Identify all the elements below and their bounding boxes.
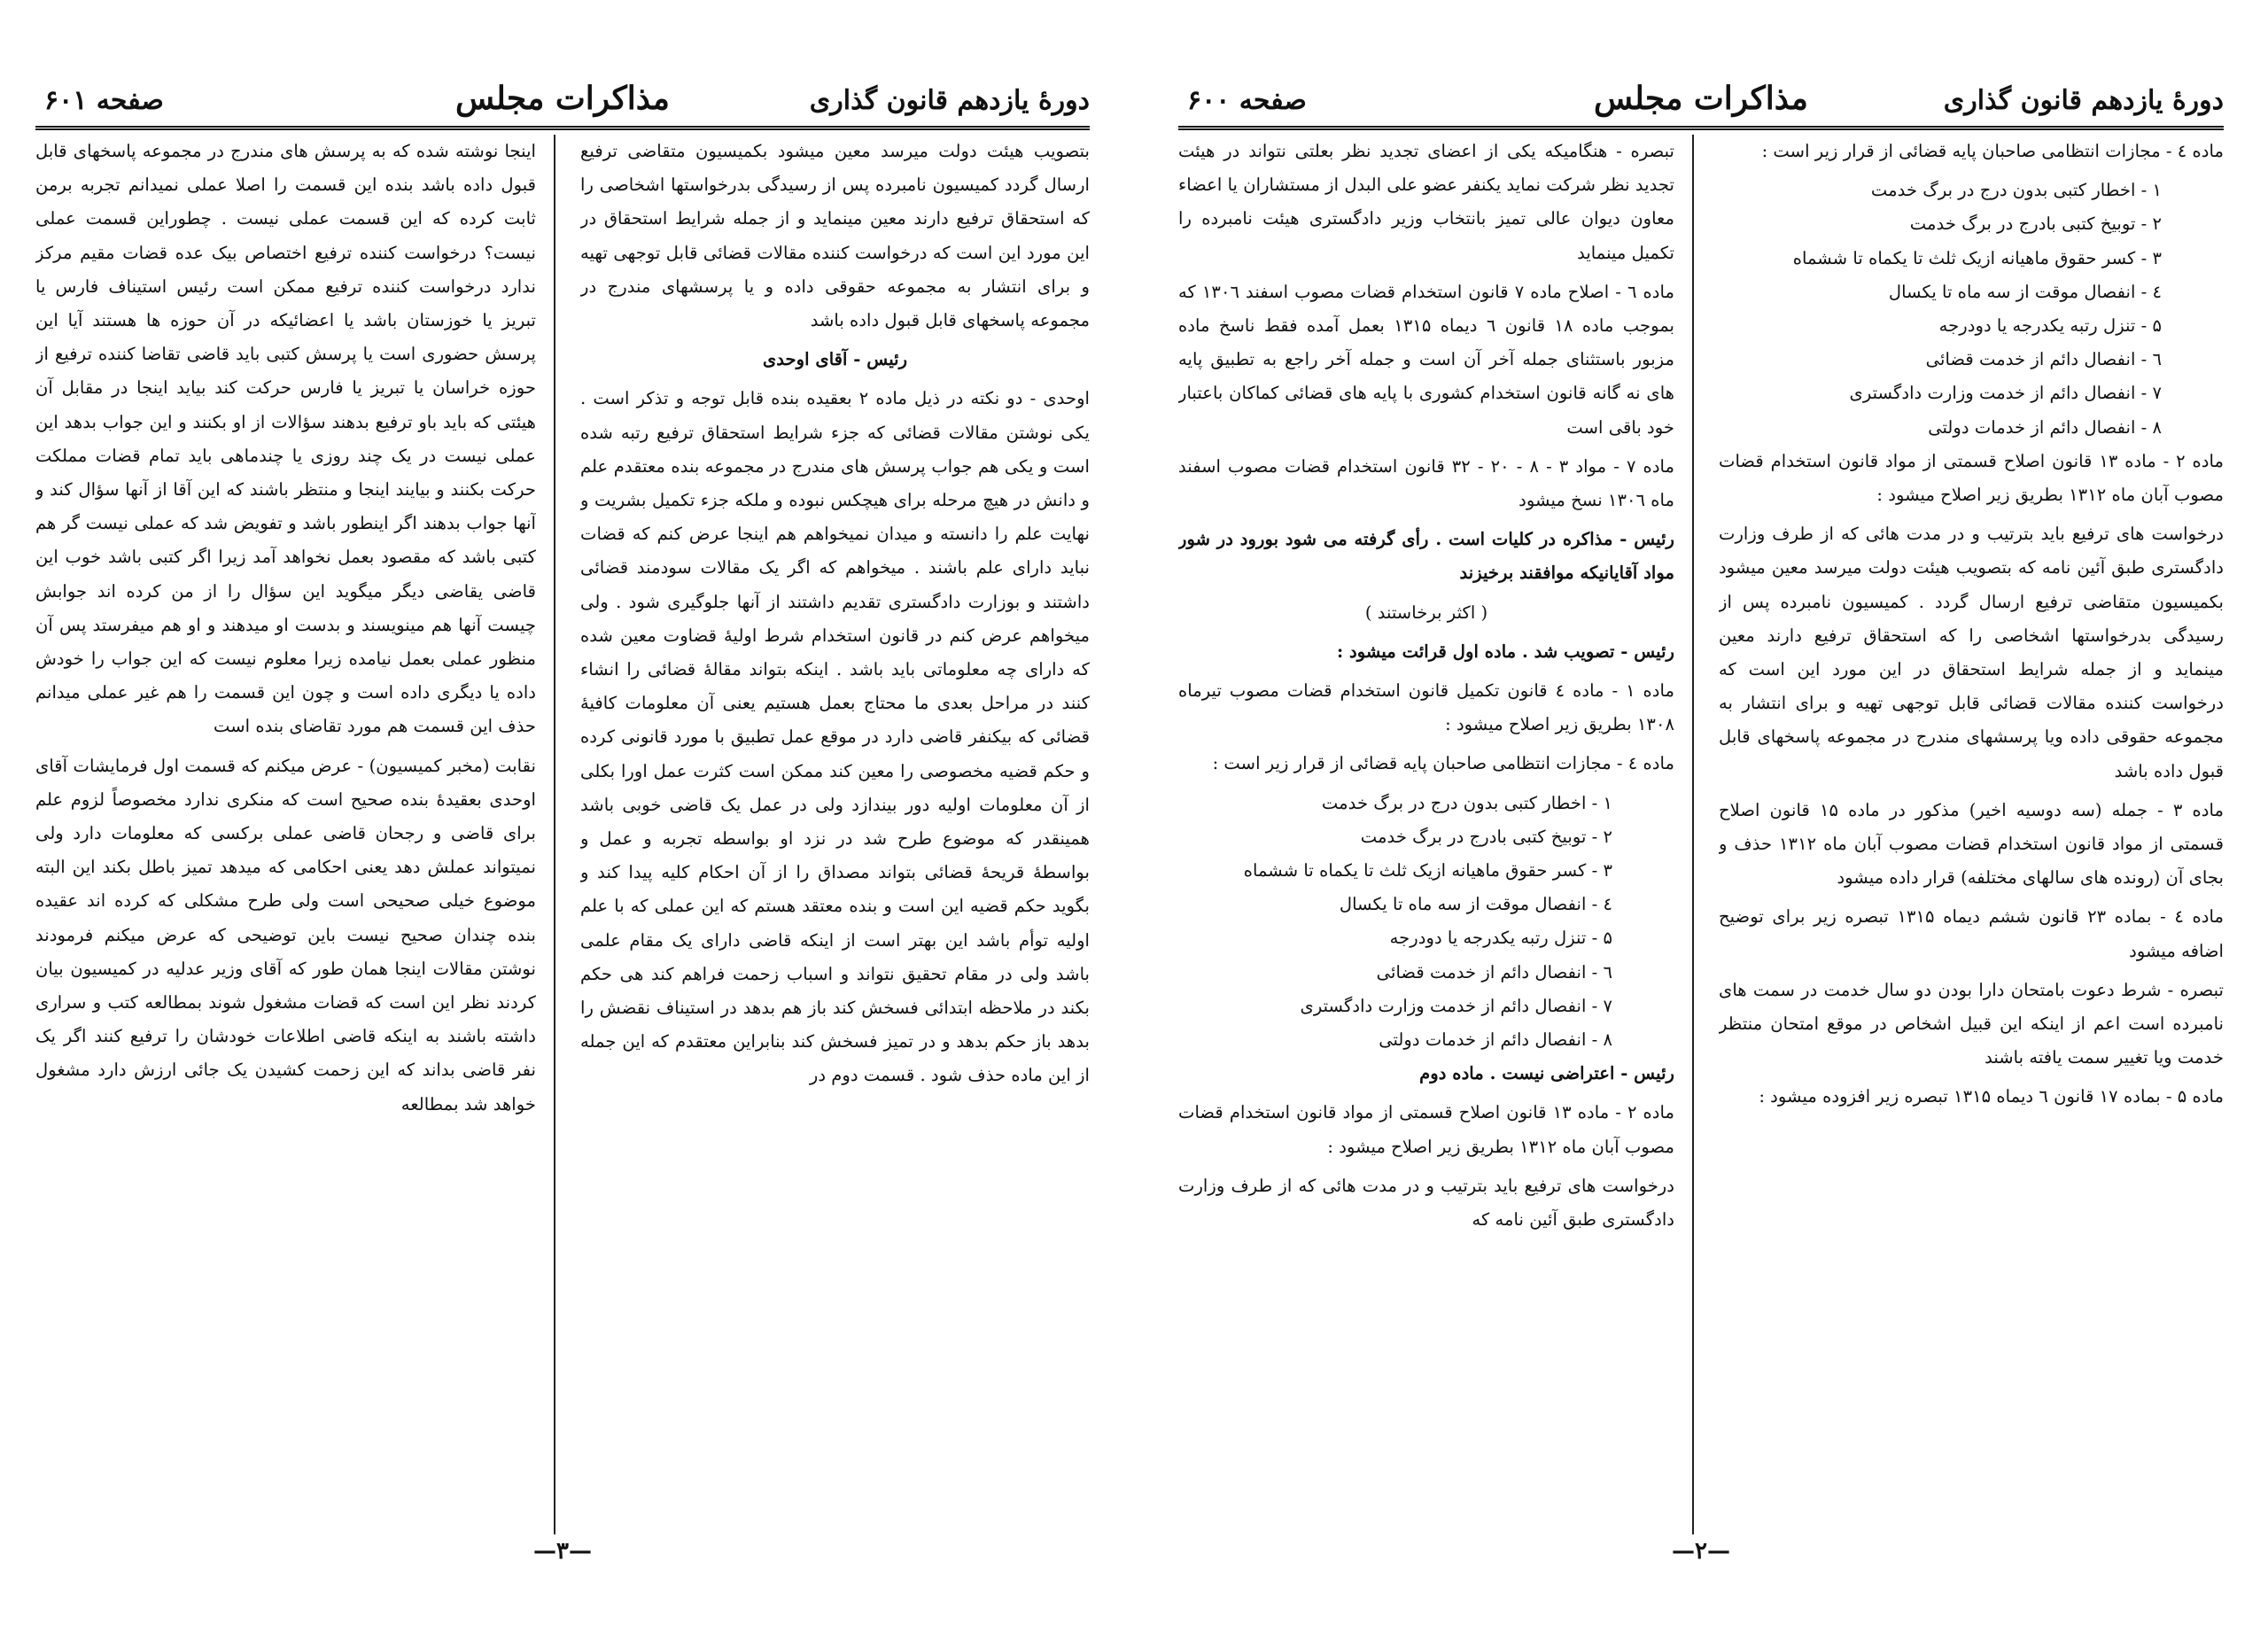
speaker-line: رئیس - مذاکره در کلیات است . رأی گرفته می شود بورود در شور مواد آقایانیکه موافقند برخیزند — [1178, 529, 1674, 584]
left-page-left-column — [35, 135, 536, 1534]
paragraph: نقابت (مخبر کمیسیون) - عرض میکنم که قسمت اول فرمایشات آقای اوحدی بعقیدهٔ بنده صحیح است که منکری ندارد مخصوصاً لزوم علم برای قاضی و رجحان قاضی عملی برکسی که معلومات دارد ولی نمیتواند عملش دهد یعنی احکامی که میدهد تمیز باطل بکند این البته موضوع خیلی صحیحی است ولی طرح مشکلی که کرده اند عقیده بنده چندان صحیح نیست باین توضیحی که عرض میکنم فرمودند نوشتن مقالات اینجا همان طور که آقای وزیر عدلیه در کمیسیون بیان کردند نظر این است که قضات مشغول شوند بمطالعه کتب و سراری داشته باشند به اینکه قاضی اطلاعات خودشان را ترفیع کنند اگر یک نفر قاضی بداند که این زحمت کشیدن یک جائی ارزش دارد مشغول خواهد شد بمطالعه — [35, 755, 536, 1115]
column-divider — [554, 135, 555, 1534]
stage-direction: ( اکثر برخاستند ) — [1364, 602, 1488, 623]
paragraph: بتصویب هیئت دولت میرسد معین میشود بکمیسیون متقاضی ترفیع ارسال گردد کمیسیون نامبرده پس از رسیدگی بدرخواستها اشخاصی را که استحقاق ترفیع دارند معین مینماید و از جمله شرایط استحقاق در این مورد این است که درخواست کننده مقالات قضائی قابل توجهی تهیه و برای انتشار به مجموعه حقوقی داده و یا پرسشهای مندرج در مجموعه پاسخهای قابل قبول داده باشد — [580, 141, 1090, 331]
left-header-title: مذاکرات مجلس — [455, 80, 670, 117]
right-header-page-number: صفحه ۶۰۰ — [1187, 85, 1307, 116]
right-header-rule — [1178, 126, 2224, 130]
column-divider — [1692, 135, 1694, 1534]
right-page-right-column — [1719, 135, 2224, 1534]
list-item: ۵ - تنزل رتبه یکدرجه یا دودرجه — [1389, 928, 1612, 949]
list-item: ۵ - تنزل رتبه یکدرجه یا دودرجه — [1938, 315, 2162, 337]
list-item: ۲ - توبیخ کتبی بادرج در برگ خدمت — [1909, 214, 2162, 235]
left-page-right-column — [580, 135, 1090, 1534]
list-item: ۱ - اخطار کتبی بدون درج در برگ خدمت — [1870, 180, 2162, 201]
list-item: ۸ - انفصال دائم از خدمات دولتی — [1928, 416, 2162, 438]
left-page-folio: —۳— — [533, 1538, 592, 1565]
list-item: ٦ - انفصال دائم از خدمت قضائی — [1925, 349, 2162, 370]
paragraph: تبصره - شرط دعوت بامتحان دارا بودن دو سال خدمت در سمت های نامبرده است اعم از اینکه این قبیل اشخاص در موقع امتحان منتظر خدمت ویا تغییر سمت یافته باشند — [1719, 979, 2224, 1068]
paragraph: ماده ۲ - ماده ۱۳ قانون اصلاح قسمتی از مواد قانون استخدام قضات مصوب آبان ماه ۱۳۱۲ بطریق زیر اصلاح میشود : — [1719, 450, 2224, 506]
paragraph: ماده ٦ - اصلاح ماده ۷ قانون استخدام قضات مصوب اسفند ۱۳۰٦ که بموجب ماده ۱۸ قانون ٦ دیماه ۱۳۱۵ بعمل آمده فقط ناسخ ماده مزبور باستثنای جمله آخر آن است و جمله آخر راجع به تطبیق پایه های نه گانه قانون استخدام کشوری با پایه های قضائی کماکان باعتبار خود باقی است — [1178, 281, 1674, 438]
paragraph: ماده ۵ - بماده ۱۷ قانون ٦ دیماه ۱۳۱۵ تبصره زیر افزوده میشود : — [1759, 1086, 2224, 1107]
paragraph: تبصره - هنگامیکه یکی از اعضای تجدید نظر بعلتی نتواند در هیئت تجدید نظر شرکت نماید یکنفر عضو علی البدل از مستشاران یا اعضاء معاون دیوان عالی تمیز بانتخاب وزیر دادگستری هیئت نامبرده را تکمیل مینماید — [1178, 141, 1674, 263]
left-header-period: دورهٔ یازدهم قانون گذاری — [809, 85, 1090, 116]
right-page-header — [1178, 80, 2224, 122]
right-header-period: دورهٔ یازدهم قانون گذاری — [1943, 85, 2224, 116]
speaker-line: رئیس - اعتراضی نیست . ماده دوم — [1419, 1063, 1674, 1084]
paragraph: اوحدی - دو نکته در ذیل ماده ۲ بعقیده بنده قابل توجه و تذکر است . یکی نوشتن مقالات قضائی که جزء شرایط استحقاق ترفیع رتبه شده است و یکی هم جواب پرسش های مندرج در مجموعه بنده معتقدم علم و دانش در هیچ مرحله برای هیچکس نبوده و ملکه جزء تکمیل بشریت و نهایت علم را دانسته و میدان نمیخواهم هم اینجا عرض کنم که قضات نباید دارای علم باشند . میخواهم که اگر یک مقالات سودمند قضائی داشتند و بوزارت دادگستری تقدیم داشتند از آنها جلوگیری شود . ولی میخواهم عرض کنم در قانون استخدام شرط اولیهٔ قضاوت معین شده که دارای چه معلوماتی باید باشد . اینکه بتواند مقالهٔ قضائی را انشاء کنند در مراحل بعدی ما محتاج بعمل هستیم یعنی آن معلومات کافیهٔ قضائی که بیکنفر قاضی دارد در موقع عمل تطبیق با مورد قانونی کرده و حکم قضیه مخصوصی را معین کند ممکن است کثرت عمل اورا بکلی از آن معلومات اولیه دور بیندازد ولی در عمل یک قاضی خوبی باشد همینقدر که موضوع طرح شد در نزد او بواسطه تجربه و عمل و بواسطهٔ قریحهٔ قضائی بتواند مصداق را از آن احکام کلیه پیدا کند و بگوید حکم قضیه این است و بنده معتقد هستم که این عملی که با علم اولیه توأم باشد این بهتر است از اینکه قاضی دارای یک مقام علمی باشد ولی در مقام تحقیق نتواند و اسباب زحمت فراهم کند هی حکم بکند در ملاحظه ابتدائی فسخش کند باز هم بدهد در استیناف نقضش را بدهد باز حکم بدهد و در تمیز فسخش کند بنابراین معتقدم که این جمله از این ماده حذف شود . قسمت دوم در — [580, 388, 1090, 1086]
paragraph: درخواست های ترفیع باید بترتیب و در مدت هائی که از طرف وزارت دادگستری طبق آئین نامه که بتصویب هیئت دولت میرسد معین میشود بکمیسیون متقاضی ترفیع ارسال گردد . کمیسیون نامبرده پس از رسیدگی بدرخواستها اشخاصی را که استحقاق ترفیع دارند معین مینماید و از جمله شرایط استحقاق در این مورد این است که درخواست کننده مقالات قضائی قابل توجهی تهیه و برای انتشار به مجموعه حقوقی داده ویا پرسشهای مندرج در مجموعه پاسخهای قابل قبول داده باشد — [1719, 524, 2224, 781]
left-page-header — [35, 80, 1090, 122]
paragraph: درخواست های ترفیع باید بترتیب و در مدت هائی که از طرف وزارت دادگستری طبق آئین نامه که — [1178, 1175, 1674, 1231]
list-item: ۸ - انفصال دائم از خدمات دولتی — [1379, 1029, 1612, 1051]
list-item: ۷ - انفصال دائم از خدمت وزارت دادگستری — [1300, 995, 1612, 1016]
list-item: ٦ - انفصال دائم از خدمت قضائی — [1376, 961, 1612, 982]
list-item: ۷ - انفصال دائم از خدمت وزارت دادگستری — [1849, 383, 2162, 404]
list-item: ۳ - کسر حقوق ماهیانه ازیک ثلث تا یکماه تا ششماه — [1243, 860, 1612, 882]
speaker-line: رئیس - آقای اوحدی — [762, 349, 908, 370]
right-header-title: مذاکرات مجلس — [1594, 80, 1808, 117]
list-item: ٤ - انفصال موقت از سه ماه تا یکسال — [1888, 281, 2162, 302]
paragraph: اینجا نوشته شده که به پرسش های مندرج در مجموعه پاسخهای قابل قبول داده باشد بنده این قسمت را اصلا عملی نمیدانم تجربه برمن ثابت کرده که این قسمت عملی نیست . چطوراین قسمت عملی نیست؟ درخواست کننده ترفیع اختصاص بیک عده قضات مقیم مرکز ندارد درخواست کننده ترفیع ممکن است رئیس استیناف فارس یا تبریز یا خوزستان باشد یا اعضائیکه در آن حوزه ها هستند آیا این پرسش حضوری است یا پرسش کتبی باید قاضی تقاضا کننده ترفیع از حوزه خراسان یا تبریز یا فارس حرکت کند بیاید اینجا در مقابل آن هیئتی که باید باو ترفیع بدهند سؤالات از او بکنند و این جواب بدهد این عملی نیست در یک چند روزی یا چندماهی باید تمام قضات مملکت حرکت بکنند و بیایند اینجا و منتظر باشند که این آقا از آنها سؤال کند و آنها جواب بدهند اگر اینطور باشد و تفویض شد که عملی نیست گر هم کتبی باشد که مقصود بعمل نخواهد آمد زیرا اگر کتبی باشد خوب این قاضی یقاضی دیگر میگوید این سؤال را از من کرده اند جوابش چیست آنها هم مینویسند و بدست او میدهند و او هم میفرستد پس آن منظور عملی بعمل نیامده زیرا معلوم نیست که این جواب را خودش داده یا دیگری داده است و چون این قسمت را هم غیر عملی میدانم حذف این قسمت هم مورد تقاضای بنده است — [35, 141, 536, 737]
paragraph: ماده ٤ - مجازات انتظامی صاحبان پایه قضائی از قرار زیر است : — [1212, 753, 1674, 774]
paragraph: ماده ۱ - ماده ٤ قانون تکمیل قانون استخدام قضات مصوب تیرماه ۱۳۰۸ بطریق زیر اصلاح میشود : — [1178, 680, 1674, 735]
list-item: ۲ - توبیخ کتبی بادرج در برگ خدمت — [1360, 826, 1612, 847]
left-header-page-number: صفحه ۶۰۱ — [44, 85, 164, 116]
paragraph: ماده ٤ - بماده ۲۳ قانون ششم دیماه ۱۳۱۵ تبصره زیر برای توضیح اضافه میشود — [1719, 906, 2224, 961]
left-page — [35, 0, 1090, 1631]
paragraph: ماده ۲ - ماده ۱۳ قانون اصلاح قسمتی از مواد قانون استخدام قضات مصوب آبان ماه ۱۳۱۲ بطریق زیر اصلاح میشود : — [1178, 1102, 1674, 1157]
list-item: ۱ - اخطار کتبی بدون درج در برگ خدمت — [1321, 792, 1612, 813]
right-page-folio: —۲— — [1672, 1538, 1730, 1565]
speaker-line: رئیس - تصویب شد . ماده اول قرائت میشود : — [1337, 641, 1674, 662]
paragraph: ماده ٤ - مجازات انتظامی صاحبان پایه قضائی از قرار زیر است : — [1761, 141, 2224, 161]
list-item: ٤ - انفصال موقت از سه ماه تا یکسال — [1339, 894, 1612, 915]
right-page-left-column — [1178, 135, 1674, 1534]
right-page — [1178, 0, 2224, 1631]
list-item: ۳ - کسر حقوق ماهیانه ازیک ثلث تا یکماه تا ششماه — [1792, 247, 2162, 268]
paragraph: ماده ۳ - جمله (سه دوسیه اخیر) مذکور در ماده ۱۵ قانون اصلاح قسمتی از مواد قانون استخدام قضات مصوب آبان ماه ۱۳۱۲ حذف و بجای آن (رونده های سالهای مختلفه) قرار داده میشود — [1719, 799, 2224, 889]
paragraph: ماده ۷ - مواد ۳ - ۸ - ۲۰ - ۳۲ قانون استخدام قضات مصوب اسفند ماه ۱۳۰٦ نسخ میشود — [1178, 455, 1674, 511]
left-header-rule — [35, 126, 1090, 130]
